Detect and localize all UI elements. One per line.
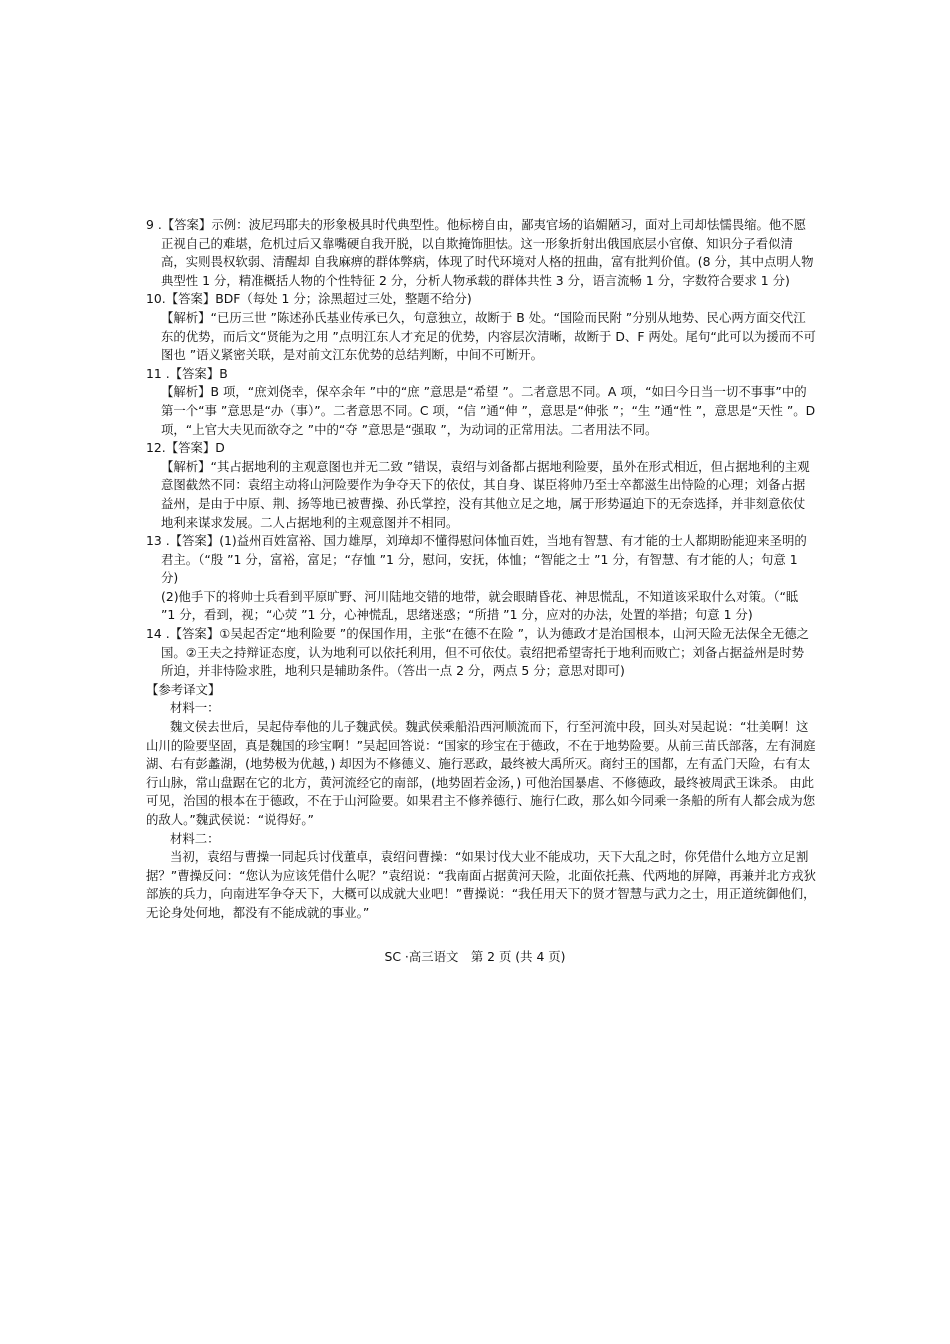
- answer-content: [146, 216, 816, 923]
- analysis-q10: 【解析】“已历三世 ”陈述孙氏基业传承已久，句意独立，故断于 B 处。“国险而民附 ”分别从地势、民心两方面交代江东的优势，而后文“贤能为之用 ”点明江东人才充足的优势，内容层次清晰，故断于 D、F 两处。尾句“此可以为援而不可图也 ”语义紧密关联，是对前文江东优势的总结判断，中间不可断开。: [161, 309, 816, 363]
- answer-q13-part1: 13 .【答案】(1)益州百姓富裕、国力雄厚，刘璋却不懂得慰问体恤百姓，当地有智慧、有才能的士人都期盼能迎来圣明的君主。（“殷 ”1 分，富裕，富足；“存恤 ”1 分，慰问，安抚，体恤；“智能之士 ”1 分，有智慧、有才能的人；句意 1 分): [146, 533, 807, 586]
- answer-q11: 11 .【答案】B: [146, 365, 228, 381]
- material2-title: 材料二：: [170, 830, 220, 846]
- reference-translation-title: 【参考译文】: [146, 681, 221, 697]
- analysis-q11: 【解析】B 项，“庶刘侥幸，保卒余年 ”中的“庶 ”意思是“希望 ”。二者意思不同。A 项，“如曰今日当一切不事事”中的第一个“事 ”意思是“办（事）”。二者意思不同。C 项，“信 ”通“伸 ”，意思是“伸张 ”；“生 ”通“性 ”，意思是“天性 ”。D 项，“上官大夫见而欲夺之 ”中的“夺 ”意思是“强取 ”，为动词的正常用法。二者用法不同。: [161, 384, 816, 437]
- answer-q14: 14 .【答案】①吴起否定“地利险要 ”的保国作用，主张“在德不在险 ”，认为德政才是治国根本，山河天险无法保全无德之国。②王夫之持辩证态度，认为地利可以依托利用，但不可依仗。袁绍把希望寄托于地利而败亡；刘备占据益州是时势所迫，并非恃险求胜，地利只是辅助条件。（答出一点 2 分，两点 5 分；意思对即可): [146, 626, 810, 679]
- answer-q12: 12.【答案】D: [146, 440, 225, 456]
- answer-q9: 9 .【答案】示例：波尼玛耶夫的形象极具时代典型性。他标榜自由，鄙夷官场的谄媚陋习，面对上司却怯懦畏缩。他不愿正视自己的难堪，危机过后又靠嘴硬自我开脱，以自欺掩饰胆怯。这一形象折射出俄国底层小官僚、知识分子看似清高，实则畏权软弱、清醒却 自我麻痹的群体弊病，体现了时代环境对人格的扭曲，富有批判价值。(8 分，其中点明人物典型性 1 分，精准概括人物的个性特征 2 分，分析人物承载的群体共性 3 分，语言流畅 1 分，字数符合要求 1 分): [146, 217, 814, 288]
- answer-q10: 10.【答案】BDF（每处 1 分；涂黑超过三处，整题不给分): [146, 291, 472, 307]
- analysis-q12: 【解析】“其占据地利的主观意图也并无二致 ”错误，袁绍与刘备都占据地利险要，虽外在形式相近，但占据地利的主观意图截然不同：袁绍主动将山河险要作为争夺天下的依仗，其自身、谋臣将帅乃至士卒都滋生出恃险的心理；刘备占据益州，是由于中原、荆、扬等地已被曹操、孙氏掌控，没有其他立足之地，属于形势逼迫下的无奈选择，并非刻意依仗地利来谋求发展。二人占据地利的主观意图并不相同。: [161, 458, 810, 530]
- material1-text: 魏文侯去世后，吴起侍奉他的儿子魏武侯。魏武侯乘船沿西河顺流而下，行至河流中段，回头对吴起说：“壮美啊！这山川的险要坚固，真是魏国的珍宝啊！”吴起回答说：“国家的珍宝在于德政，不在于地势险要。从前三苗氏部落，左有洞庭湖、右有彭蠡湖，(地势极为优越，) 却因为不修德义、施行恶政，最终被大禹所灭。商纣王的国都，左有孟门天险，右有太行山脉，常山盘踞在它的北方，黄河流经它的南部，(地势固若金汤，) 可他治国暴虐、不修德政，最终被周武王诛杀。 由此可见，治国的根本在于德政，不在于山河险要。如果君主不修养德行、施行仁政，那么如今同乘一条船的所有人都会成为您的敌人。”魏武侯说：“说得好。”: [146, 719, 816, 827]
- material2-text: 当初，袁绍与曹操一同起兵讨伐董卓，袁绍问曹操：“如果讨伐大业不能成功，天下大乱之时，你凭借什么地方立足割据？”曹操反问：“您认为应该凭借什么呢？”袁绍说：“我南面占据黄河天险，北面依托燕、代两地的屏障，再兼并北方戎狄部族的兵力，向南进军争夺天下，大概可以成就大业吧！”曹操说：“我任用天下的贤才智慧与武力之士，用正道统御他们，无论身处何地，都没有不能成就的事业。”: [146, 849, 816, 920]
- material1-title: 材料一：: [170, 700, 220, 716]
- page-footer: SC ·高三语文 第 2 页 (共 4 页): [384, 949, 566, 964]
- answer-q13-part2: (2)他手下的将帅士兵看到平原旷野、河川陆地交错的地带，就会眼睛昏花、神思慌乱，不知道该采取什么对策。（“眡 ”1 分，看到，视；“心荧 ”1 分，心神慌乱，思绪迷惑；“所措 ”1 分，应对的办法，处置的举措；句意 1 分): [161, 588, 799, 623]
